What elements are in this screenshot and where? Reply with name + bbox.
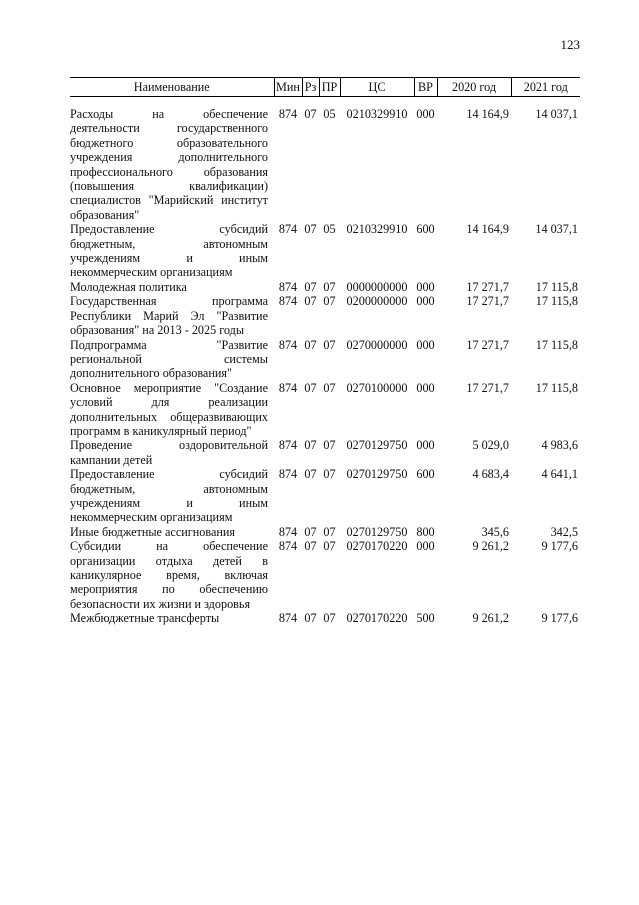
cell-min: 874	[278, 611, 298, 626]
column-header-rz: Рз	[302, 78, 319, 97]
cell-name: Проведение оздоровительной кампании детей	[70, 438, 268, 467]
column-header-min: Мин	[274, 78, 302, 97]
cell-rz: 07	[304, 438, 317, 453]
budget-table	[70, 77, 580, 626]
cell-vr: 000	[416, 337, 435, 352]
column-header-2020: 2020 год	[437, 78, 511, 97]
cell-vr: 000	[416, 107, 435, 121]
cell-vr: 000	[416, 539, 435, 554]
table-body	[70, 97, 580, 626]
cell-cs: 0270170220	[346, 539, 408, 554]
cell-pr: 07	[323, 611, 336, 626]
cell-min: 874	[278, 294, 298, 309]
table-row	[70, 280, 580, 294]
table-row	[70, 525, 580, 539]
column-header-vr: ВР	[414, 78, 437, 97]
cell-pr: 07	[323, 467, 336, 482]
table-header-row	[70, 78, 580, 97]
cell-pr: 07	[323, 279, 336, 294]
cell-name: Предоставление субсидий бюджетным, автономным учреждениям и иным некоммерческим организациям	[70, 222, 268, 280]
cell-vr: 000	[416, 438, 435, 453]
cell-vr: 600	[416, 467, 435, 482]
cell-rz: 07	[304, 539, 317, 554]
cell-2021: 14 037,1	[535, 222, 578, 237]
table-row	[70, 611, 580, 625]
cell-2020: 5 029,0	[472, 438, 509, 453]
cell-vr: 800	[416, 524, 435, 539]
cell-name: Межбюджетные трансферты	[70, 611, 220, 626]
cell-2020: 17 271,7	[466, 380, 509, 395]
cell-vr: 000	[416, 279, 435, 294]
table-row	[70, 294, 580, 337]
cell-2020: 9 261,2	[472, 539, 509, 554]
cell-min: 874	[278, 337, 298, 352]
cell-2021: 9 177,6	[541, 539, 578, 554]
cell-min: 874	[278, 107, 298, 121]
cell-pr: 07	[323, 539, 336, 554]
cell-rz: 07	[304, 107, 317, 121]
column-header-pr: ПР	[319, 78, 340, 97]
cell-cs: 0270129750	[346, 524, 408, 539]
cell-rz: 07	[304, 279, 317, 294]
cell-min: 874	[278, 467, 298, 482]
table-row	[70, 381, 580, 439]
cell-pr: 07	[323, 438, 336, 453]
cell-cs: 0200000000	[346, 294, 408, 309]
cell-2021: 4 983,6	[541, 438, 578, 453]
cell-2021: 17 115,8	[535, 337, 578, 352]
cell-vr: 500	[416, 611, 435, 626]
cell-cs: 0270170220	[346, 611, 408, 626]
cell-vr: 600	[416, 222, 435, 237]
cell-pr: 07	[323, 524, 336, 539]
column-header-cs: ЦС	[340, 78, 414, 97]
cell-rz: 07	[304, 337, 317, 352]
cell-rz: 07	[304, 524, 317, 539]
column-header-2021: 2021 год	[511, 78, 580, 97]
page-number: 123	[560, 37, 580, 52]
cell-min: 874	[278, 380, 298, 395]
column-header-name: Наименование	[70, 78, 274, 97]
cell-rz: 07	[304, 611, 317, 626]
cell-cs: 0270129750	[346, 467, 408, 482]
cell-2021: 17 115,8	[535, 279, 578, 294]
table-row	[70, 438, 580, 467]
cell-2020: 17 271,7	[466, 337, 509, 352]
cell-pr: 07	[323, 380, 336, 395]
cell-2020: 17 271,7	[466, 279, 509, 294]
cell-name: Государственная программа Республики Марий Эл "Развитие образования" на 2013 - 2025 годы	[70, 294, 268, 338]
cell-2021: 17 115,8	[535, 380, 578, 395]
cell-name: Субсидии на обеспечение организации отдыха детей в каникулярное время, включая мероприятия по обеспечению безопасности их жизни и здоровья	[70, 539, 268, 611]
table-row	[70, 338, 580, 381]
cell-min: 874	[278, 524, 298, 539]
cell-2020: 345,6	[481, 524, 509, 539]
cell-2020: 14 164,9	[466, 107, 509, 121]
cell-min: 874	[278, 222, 298, 237]
cell-2020: 17 271,7	[466, 294, 509, 309]
cell-rz: 07	[304, 467, 317, 482]
cell-cs: 0210329910	[346, 222, 408, 237]
cell-2020: 9 261,2	[472, 611, 509, 626]
cell-cs: 0270129750	[346, 438, 408, 453]
table-row	[70, 97, 580, 223]
cell-rz: 07	[304, 380, 317, 395]
cell-2020: 14 164,9	[466, 222, 509, 237]
cell-2020: 4 683,4	[472, 467, 509, 482]
cell-cs: 0270100000	[346, 380, 408, 395]
cell-rz: 07	[304, 222, 317, 237]
cell-min: 874	[278, 539, 298, 554]
cell-2021: 4 641,1	[541, 467, 578, 482]
cell-2021: 9 177,6	[541, 611, 578, 626]
cell-pr: 07	[323, 337, 336, 352]
cell-name: Иные бюджетные ассигнования	[70, 524, 236, 539]
cell-cs: 0210329910	[346, 107, 408, 121]
table-row	[70, 222, 580, 280]
cell-2021: 342,5	[550, 524, 578, 539]
table-row	[70, 539, 580, 611]
cell-2021: 17 115,8	[535, 294, 578, 309]
cell-pr: 05	[323, 107, 336, 121]
cell-vr: 000	[416, 294, 435, 309]
cell-pr: 07	[323, 294, 336, 309]
cell-cs: 0270000000	[346, 337, 408, 352]
table-row	[70, 467, 580, 525]
cell-pr: 05	[323, 222, 336, 237]
cell-rz: 07	[304, 294, 317, 309]
cell-vr: 000	[416, 380, 435, 395]
cell-min: 874	[278, 279, 298, 294]
cell-name: Молодежная политика	[70, 279, 187, 294]
cell-name: Подпрограмма "Развитие региональной системы дополнительного образования"	[70, 337, 268, 381]
cell-name: Расходы на обеспечение деятельности государственного бюджетного образовательного учреждения дополнительного профессионального образования (повышения квалификации) специалистов "Марийский институт образования"	[70, 107, 268, 222]
cell-name: Предоставление субсидий бюджетным, автономным учреждениям и иным некоммерческим организациям	[70, 467, 268, 525]
cell-2021: 14 037,1	[535, 107, 578, 121]
cell-name: Основное мероприятие "Создание условий для реализации дополнительных общеразвивающих программ в каникулярный период"	[70, 380, 268, 438]
cell-cs: 0000000000	[346, 279, 408, 294]
cell-min: 874	[278, 438, 298, 453]
